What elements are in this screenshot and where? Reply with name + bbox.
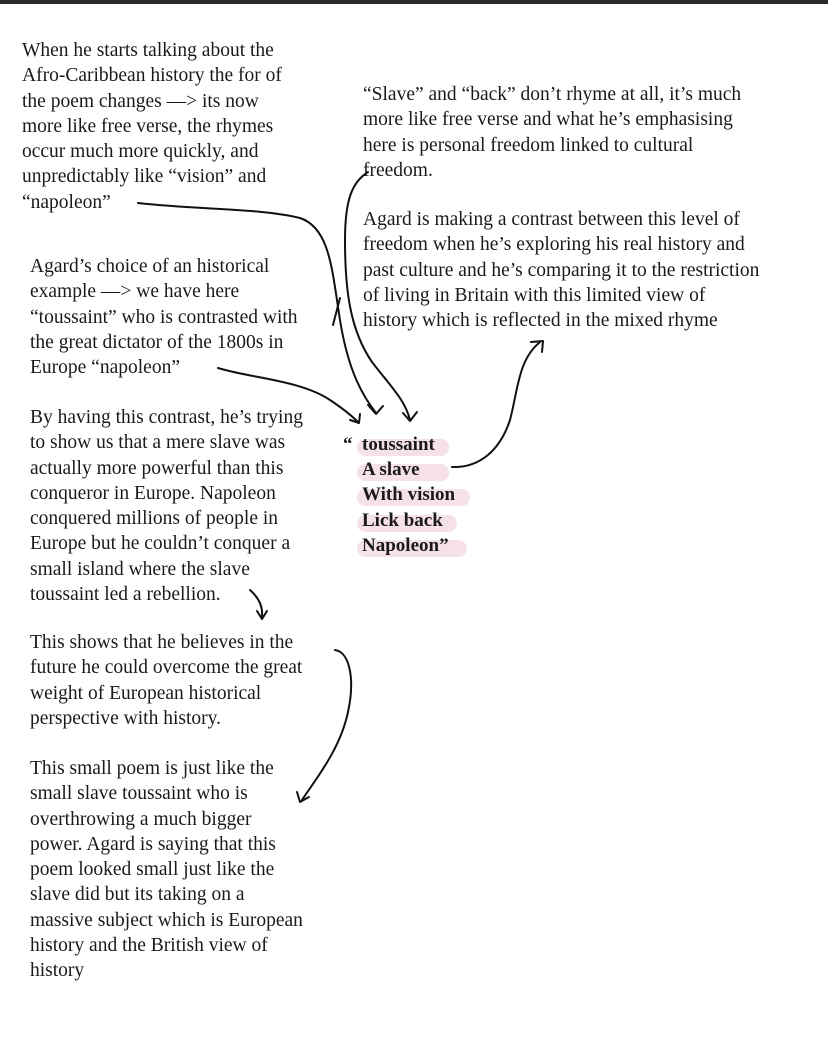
poem-line-text: Napoleon” [362,534,449,556]
text-line: By having this contrast, he’s trying [30,407,303,428]
text-line: future he could overcome the great [30,657,303,679]
text-line: past culture and he’s comparing it to the restriction [363,259,760,281]
text-line: history which is reflected in the mixed rhyme [363,310,718,332]
poem-line-text: toussaint [362,434,435,455]
text-line: “toussaint” who is contrasted with [30,306,298,328]
text-line: perspective with history. [30,707,221,729]
note-form-change [22,38,282,215]
text-line: overthrowing a much bigger [30,808,252,830]
poem-line [343,533,455,558]
text-line: This small poem is just like the [30,758,274,779]
text-line: history [30,960,85,982]
text-line: small slave toussaint who is [30,783,248,805]
text-line: actually more powerful than this [30,457,284,479]
text-line: freedom when he’s exploring his real history and [363,234,745,256]
text-line: here is personal freedom linked to cultural [363,134,694,156]
note-small-poem [30,756,303,984]
text-line: power. Agard is saying that this [30,833,276,855]
arrowhead [350,414,360,423]
poem-line-text: A slave [362,459,420,481]
text-line: toussaint led a rebellion. [30,584,221,606]
text-line: Afro-Caribbean history the for of [22,65,282,87]
text-line: “Slave” and “back” don’t rhyme at all, it’s much [363,84,742,105]
text-line: to show us that a mere slave was [30,432,286,454]
note-contrast [30,405,303,607]
note-historical-example [30,254,298,380]
text-line: slave did but its taking on a [30,884,245,906]
text-line: massive subject which is European [30,909,303,931]
arrowhead [257,611,267,619]
poem-line [343,482,455,507]
arrowhead [368,405,383,414]
poem-quote [343,432,455,558]
text-line: of living in Britain with this limited view of [363,284,706,306]
text-line: example —> we have here [30,281,240,303]
text-line: This shows that he believes in the [30,632,294,653]
note-overcome [30,630,302,731]
text-line: conquered millions of people in [30,508,279,530]
poem-line [343,508,455,533]
text-line: the poem changes —> its now [22,90,259,112]
arrow-overcome-to-small-poem [302,650,351,800]
text-line: Europe “napoleon” [30,357,180,379]
text-line: “napoleon” [22,191,111,213]
open-quote: “ [343,434,353,455]
text-line: weight of European historical [30,682,262,704]
text-line: poem looked small just like the [30,859,275,881]
text-line: Agard’s choice of an historical [30,256,270,277]
text-line: history and the British view of [30,935,268,957]
text-line: freedom. [363,159,433,181]
poem-line [343,432,455,457]
text-line: When he starts talking about the [22,40,274,61]
arrow-slave-to-note [452,342,540,467]
poem-line-text: Lick back [362,509,443,531]
text-line: Agard is making a contrast between this level of [363,209,740,230]
note-freedom-contrast [363,207,759,333]
text-line: more like free verse, the rhymes [22,115,274,137]
text-line: more like free verse and what he’s emphasising [363,109,733,131]
arrowhead [531,341,543,352]
arrowhead [403,412,417,421]
note-rhyme [363,82,741,183]
text-line: the great dictator of the 1800s in [30,331,284,353]
poem-line [343,457,455,482]
bracket-line [333,298,340,325]
text-line: conqueror in Europe. Napoleon [30,482,276,504]
poem-line-text: With vision [362,484,456,506]
text-line: Europe but he couldn’t conquer a [30,533,291,555]
text-line: occur much more quickly, and [22,141,259,163]
text-line: unpredictably like “vision” and [22,166,267,188]
top-bar [0,0,828,4]
text-line: small island where the slave [30,558,250,580]
